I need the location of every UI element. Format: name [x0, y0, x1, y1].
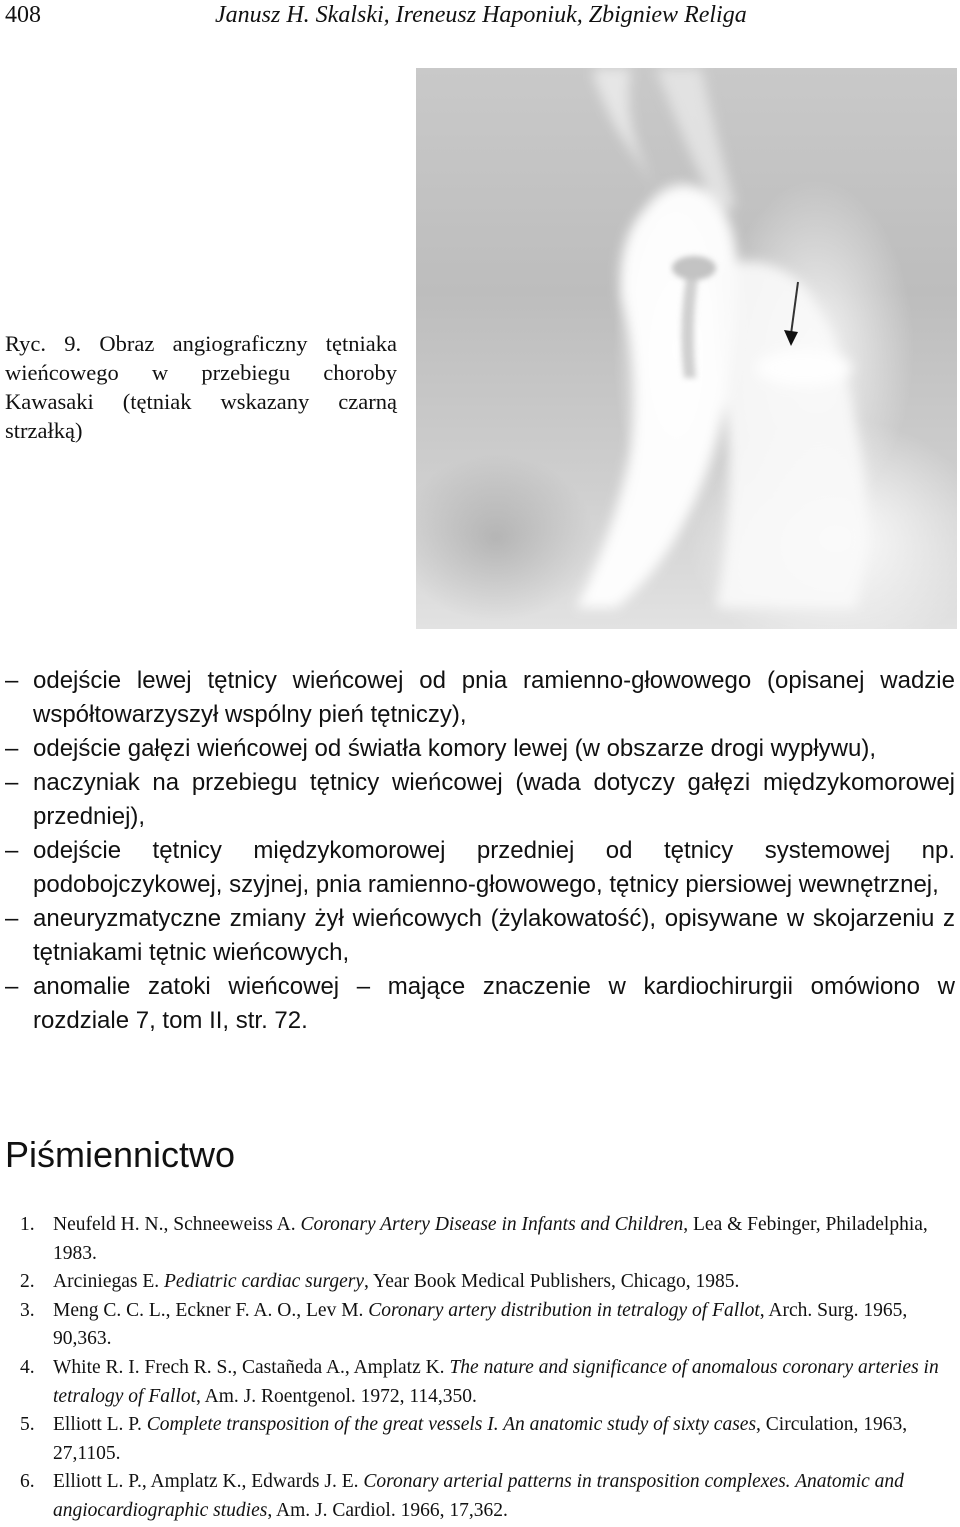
anomaly-list — [5, 664, 955, 1038]
reference-item — [5, 1411, 957, 1468]
dash-bullet: – — [5, 769, 19, 796]
angiogram-figure — [416, 68, 957, 629]
dash-bullet: – — [5, 973, 19, 1000]
list-item — [5, 732, 955, 766]
reference-number: 2. — [20, 1271, 35, 1293]
reference-source: , Am. J. Cardiol. 1966, 17,362. — [267, 1499, 508, 1521]
dash-bullet: – — [5, 667, 19, 694]
reference-number: 5. — [20, 1414, 35, 1436]
list-item-text: naczyniak na przebiegu tętnicy wieńcowej (wada dotyczy gałęzi międzykomorowej przedniej), — [33, 769, 955, 830]
dash-bullet: – — [5, 905, 19, 932]
reference-source: , Am. J. Roentgenol. 1972, 114,350. — [195, 1385, 477, 1407]
reference-number: 3. — [20, 1299, 35, 1321]
list-item — [5, 766, 955, 834]
reference-list — [5, 1211, 957, 1526]
list-item-text: odejście lewej tętnicy wieńcowej od pnia ramienno-głowowego (opisanej wadzie współtowarzyszył wspólny pień tętniczy), — [33, 667, 955, 728]
reference-authors: Elliott L. P. — [53, 1414, 147, 1436]
list-item — [5, 834, 955, 902]
reference-title: Coronary arterial patterns in transposition complexes. Anatomic and angiocardiographic studies — [53, 1471, 904, 1521]
reference-item — [5, 1354, 957, 1411]
running-header — [5, 2, 747, 29]
reference-number: 1. — [20, 1214, 35, 1235]
list-item — [5, 970, 955, 1038]
list-item — [5, 902, 955, 970]
running-header-authors: Janusz H. Skalski, Ireneusz Haponiuk, Zbigniew Religa — [215, 2, 747, 28]
list-item-text: odejście tętnicy międzykomorowej przedniej od tętnicy systemowej np. podobojczykowej, szyjnej, pnia ramienno-głowowego, tętnicy piersiowej wewnętrznej, — [33, 837, 955, 898]
reference-item — [5, 1268, 957, 1297]
reference-authors: White R. I. Frech R. S., Castañeda A., Amplatz K. — [53, 1356, 450, 1378]
reference-authors: Arciniegas E. — [53, 1271, 165, 1293]
reference-item — [5, 1297, 957, 1354]
reference-title: The nature and significance of anomalous coronary arteries in tetralogy of Fallot — [53, 1356, 939, 1407]
list-item — [5, 664, 955, 732]
list-item-text: anomalie zatoki wieńcowej – mające znaczenie w kardiochirurgii omówiono w rozdziale 7, tom II, str. 72. — [33, 973, 955, 1034]
page-number: 408 — [5, 2, 41, 28]
dash-bullet: – — [5, 837, 19, 864]
reference-number: 4. — [20, 1356, 35, 1378]
angiogram-image — [416, 68, 957, 629]
reference-number: 6. — [20, 1471, 35, 1493]
reference-source: , Arch. Surg. 1965, 90,363. — [53, 1299, 908, 1350]
reference-title: Coronary artery distribution in tetralogy of Fallot — [368, 1299, 760, 1321]
reference-item — [5, 1211, 957, 1268]
figure-caption: Ryc. 9. Obraz angiograficzny tętniaka wieńcowego w przebiegu choroby Kawasaki (tętniak wskazany czarną strzałką) — [5, 331, 397, 443]
reference-authors: Elliott L. P., Amplatz K., Edwards J. E. — [53, 1471, 364, 1493]
reference-title: Complete transposition of the great vessels I. An anatomic study of sixty cases — [146, 1414, 757, 1436]
references-heading: Piśmiennictwo — [5, 1134, 236, 1175]
reference-source: , Lea & Febinger, Philadelphia, 1983. — [53, 1214, 928, 1264]
reference-authors: Meng C. C. L., Eckner F. A. O., Lev M. — [53, 1299, 369, 1321]
reference-source: , Year Book Medical Publishers, Chicago, 1985. — [364, 1271, 740, 1293]
list-item-text: aneuryzmatyczne zmiany żył wieńcowych (żylakowatość), opisywane w skojarzeniu z tętniakami tętnic wieńcowych, — [33, 905, 955, 966]
reference-authors: Neufeld H. N., Schneeweiss A. — [53, 1214, 301, 1235]
reference-item — [5, 1468, 957, 1525]
reference-title: Pediatric cardiac surgery — [164, 1271, 365, 1293]
reference-title: Coronary Artery Disease in Infants and Children — [300, 1214, 684, 1235]
list-item-text: odejście gałęzi wieńcowej od światła komory lewej (w obszarze drogi wypływu), — [33, 735, 877, 762]
reference-source: , Circulation, 1963, 27,1105. — [53, 1414, 908, 1464]
dash-bullet: – — [5, 735, 19, 762]
